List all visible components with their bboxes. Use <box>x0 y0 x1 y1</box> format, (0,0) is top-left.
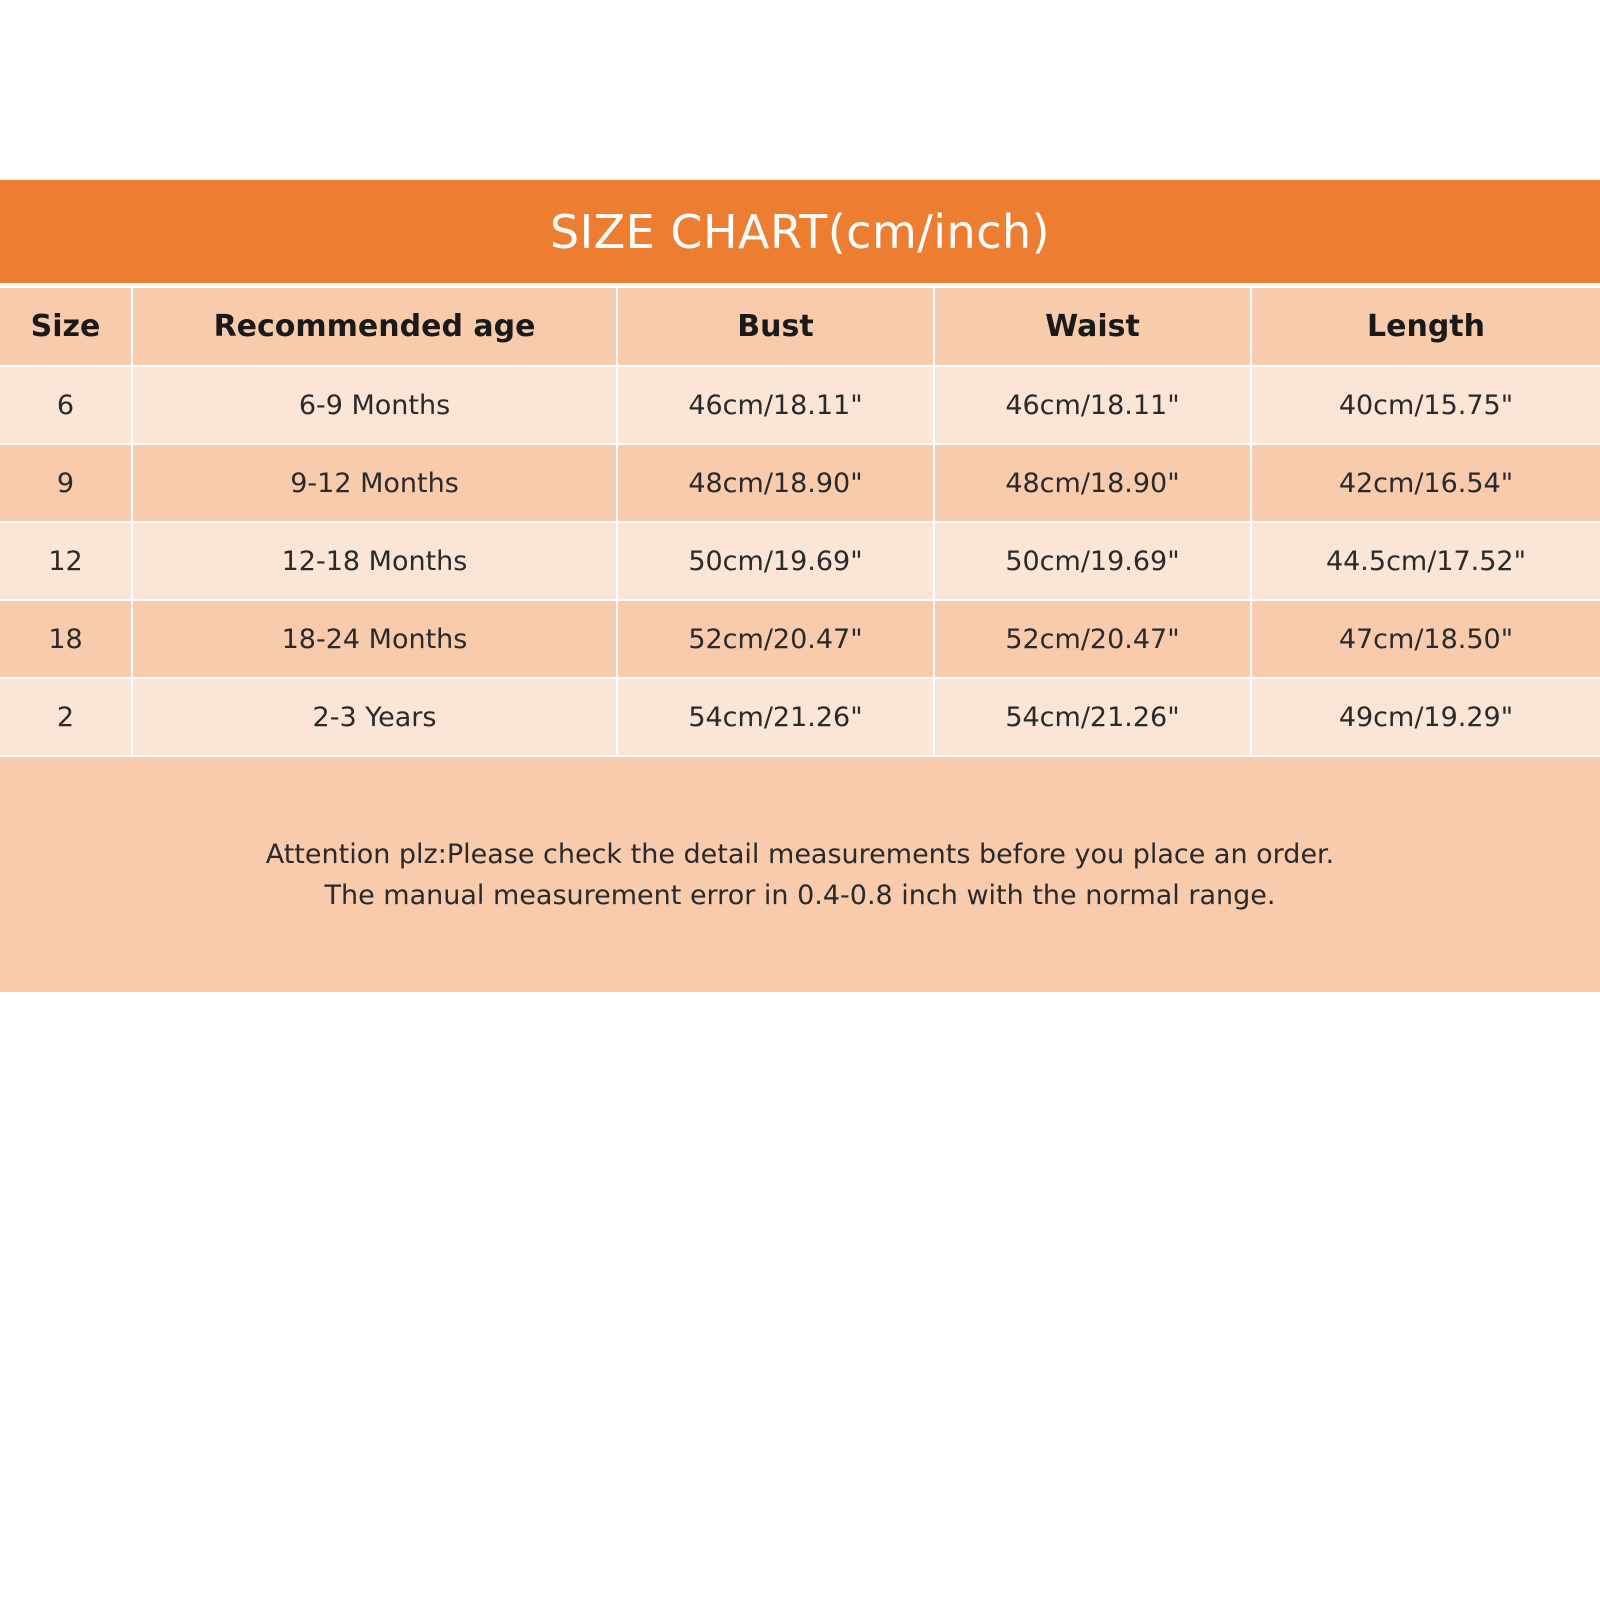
cell-length: 49cm/19.29" <box>1251 678 1600 756</box>
header-bust: Bust <box>617 288 934 366</box>
cell-bust: 46cm/18.11" <box>617 366 934 444</box>
cell-bust: 48cm/18.90" <box>617 444 934 522</box>
header-size: Size <box>0 288 132 366</box>
chart-title: SIZE CHART(cm/inch) <box>549 204 1051 259</box>
cell-waist: 52cm/20.47" <box>934 600 1251 678</box>
table-row <box>0 678 1600 756</box>
cell-bust: 54cm/21.26" <box>617 678 934 756</box>
note-line-1: Attention plz:Please check the detail measurements before you place an order. <box>265 838 1335 870</box>
cell-age: 18-24 Months <box>132 600 617 678</box>
note-line-2: The manual measurement error in 0.4-0.8 inch with the normal range. <box>324 879 1276 911</box>
cell-waist: 50cm/19.69" <box>934 522 1251 600</box>
cell-age: 12-18 Months <box>132 522 617 600</box>
cell-length: 47cm/18.50" <box>1251 600 1600 678</box>
size-table <box>0 288 1600 757</box>
table-row <box>0 444 1600 522</box>
cell-size: 9 <box>0 444 132 522</box>
header-row <box>0 288 1600 366</box>
attention-note <box>0 757 1600 992</box>
cell-bust: 52cm/20.47" <box>617 600 934 678</box>
cell-waist: 54cm/21.26" <box>934 678 1251 756</box>
header-waist: Waist <box>934 288 1251 366</box>
cell-length: 42cm/16.54" <box>1251 444 1600 522</box>
cell-age: 2-3 Years <box>132 678 617 756</box>
cell-size: 2 <box>0 678 132 756</box>
cell-age: 9-12 Months <box>132 444 617 522</box>
table-row <box>0 600 1600 678</box>
header-length: Length <box>1251 288 1600 366</box>
header-recommended-age: Recommended age <box>132 288 617 366</box>
size-chart <box>0 180 1600 992</box>
cell-bust: 50cm/19.69" <box>617 522 934 600</box>
cell-size: 18 <box>0 600 132 678</box>
title-bar <box>0 180 1600 283</box>
cell-size: 12 <box>0 522 132 600</box>
table-row <box>0 522 1600 600</box>
cell-waist: 48cm/18.90" <box>934 444 1251 522</box>
cell-length: 44.5cm/17.52" <box>1251 522 1600 600</box>
cell-length: 40cm/15.75" <box>1251 366 1600 444</box>
cell-size: 6 <box>0 366 132 444</box>
cell-age: 6-9 Months <box>132 366 617 444</box>
table-row <box>0 366 1600 444</box>
cell-waist: 46cm/18.11" <box>934 366 1251 444</box>
